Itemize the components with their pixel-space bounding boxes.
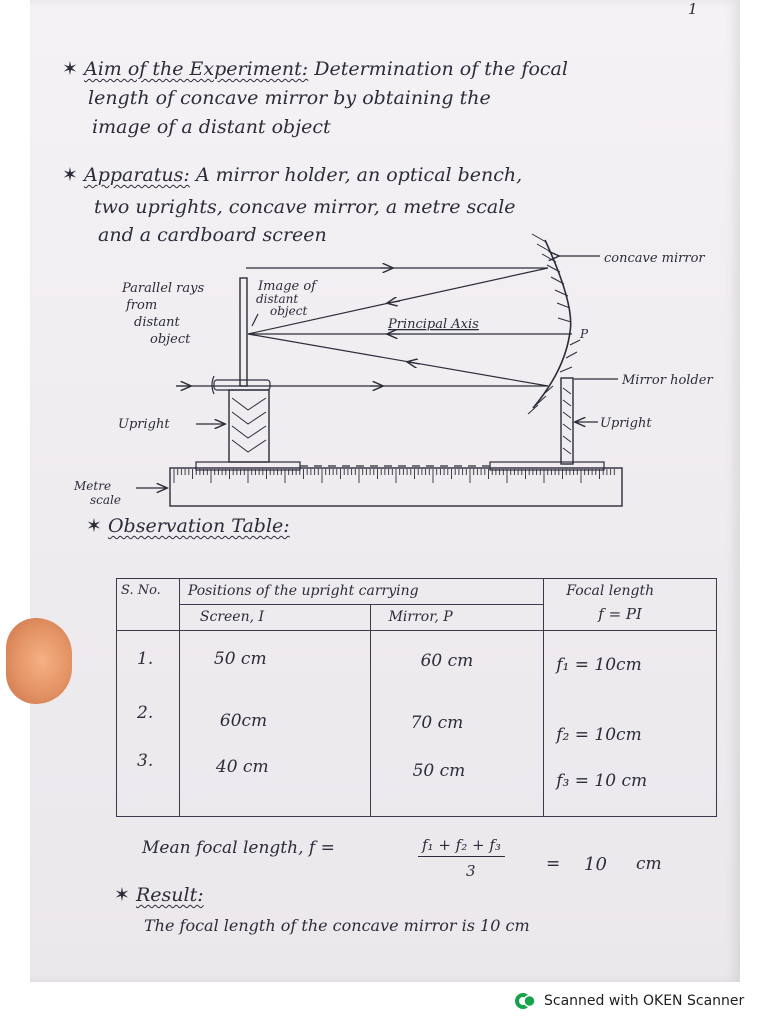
aim-heading: Aim of the Experiment:: [83, 58, 309, 80]
observation-line: [86, 515, 290, 537]
label-parallel-rays-4: object: [150, 332, 191, 347]
header-focal-2: f = PI: [598, 605, 642, 623]
apparatus-text-3: and a cardboard screen: [98, 224, 327, 246]
mirror-column: [370, 631, 544, 817]
row-2-mirror: 70 cm: [410, 713, 464, 733]
header-screen-cell: [179, 605, 370, 631]
concave-mirror: [533, 240, 571, 408]
result-text: The focal length of the concave mirror is 10 cm: [144, 916, 530, 935]
mean-value: 10: [584, 854, 607, 875]
label-upright-left: Upright: [118, 417, 170, 432]
aim-text-3: image of a distant object: [92, 116, 331, 138]
header-focal-cell: [544, 579, 717, 631]
header-positions-cell: [179, 579, 543, 605]
oken-scanner-logo-icon: [514, 990, 536, 1012]
row-1-screen: 50 cm: [213, 649, 267, 669]
label-principal-axis: Principal Axis: [388, 317, 479, 332]
page-number: 1: [688, 0, 698, 18]
label-parallel-rays-1: Parallel rays: [122, 281, 205, 296]
left-base-plate: [196, 462, 300, 470]
mean-unit: cm: [636, 854, 662, 874]
observation-table: [116, 578, 717, 817]
row-2-sno: 2.: [137, 703, 154, 723]
mean-denominator: 3: [466, 862, 476, 880]
aim-text-2: length of concave mirror by obtaining the: [88, 87, 491, 109]
scanner-watermark: [514, 990, 744, 1012]
result-heading: Result:: [135, 884, 204, 906]
row-2-screen: 60cm: [219, 711, 268, 731]
apparatus-text-1: A mirror holder, an optical bench,: [195, 164, 523, 186]
watermark-text: Scanned with OKEN Scanner: [544, 993, 745, 1009]
label-parallel-rays-3: distant: [134, 315, 180, 330]
star-bullet-icon: ✶: [86, 515, 102, 537]
left-upright-clamp: [214, 380, 270, 390]
header-mirror-cell: [370, 605, 544, 631]
right-base-plate: [490, 462, 604, 470]
label-metre-scale-2: scale: [90, 493, 121, 507]
row-2-focal: f₂ = 10cm: [556, 725, 642, 745]
row-1-sno: 1.: [137, 649, 154, 669]
star-bullet-icon: ✶: [114, 884, 130, 906]
label-image-2: distant: [256, 292, 299, 306]
apparatus-heading: Apparatus:: [83, 164, 190, 186]
star-bullet-icon: ✶: [62, 164, 78, 186]
label-pole: P: [580, 327, 589, 341]
aim-text-1: Determination of the focal: [314, 58, 568, 80]
mirror-hatching: [528, 234, 580, 414]
label-metre-scale-1: Metre: [74, 479, 112, 493]
row-3-mirror: 50 cm: [412, 761, 466, 781]
label-concave-mirror: concave mirror: [604, 251, 705, 266]
sno-column: [117, 631, 180, 817]
header-positions: Positions of the upright carrying: [187, 583, 419, 599]
label-image-1: Image of: [258, 279, 316, 294]
cardboard-screen: [240, 278, 247, 386]
observation-heading: Observation Table:: [107, 515, 290, 537]
table-body-row: [117, 631, 717, 817]
mean-label: Mean focal length, f =: [142, 838, 335, 858]
row-1-focal: f₁ = 10cm: [556, 655, 642, 675]
label-image-3: object: [270, 304, 308, 318]
apparatus-text-2: two uprights, concave mirror, a metre scale: [94, 196, 516, 218]
label-upright-right: Upright: [600, 416, 652, 431]
row-3-screen: 40 cm: [215, 757, 269, 777]
screen-column: [179, 631, 370, 817]
header-sno-cell: [117, 579, 180, 631]
header-mirror: Mirror, P: [388, 609, 453, 625]
mean-equals: =: [546, 854, 561, 874]
result-line: [114, 884, 204, 906]
reflected-ray-bottom: [248, 334, 548, 386]
label-mirror-holder: Mirror holder: [622, 373, 713, 388]
label-parallel-rays-2: from: [126, 298, 158, 313]
row-1-mirror: 60 cm: [420, 651, 474, 671]
row-3-sno: 3.: [137, 751, 154, 771]
header-focal-1: Focal length: [566, 583, 655, 599]
header-sno: S. No.: [121, 583, 161, 598]
mean-numerator: f₁ + f₂ + f₃: [418, 836, 505, 857]
star-bullet-icon: ✶: [62, 58, 78, 80]
row-3-focal: f₃ = 10 cm: [556, 771, 648, 791]
header-screen: Screen, I: [199, 609, 265, 625]
scale-ticks: [174, 469, 614, 483]
focal-column: [544, 631, 717, 817]
